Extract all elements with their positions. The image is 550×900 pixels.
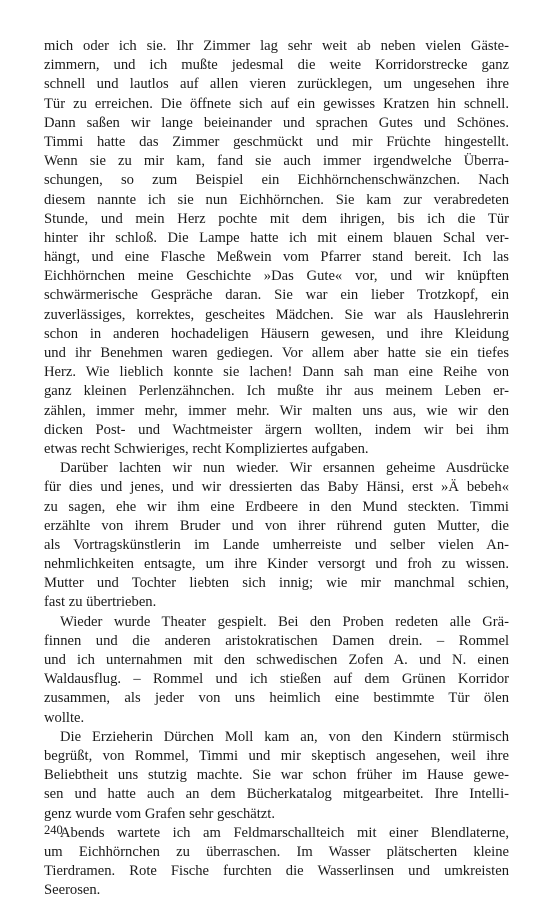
body-text — [44, 37, 509, 900]
text-line: schwärmerische Gespräche daran. Sie war ein lieber Trotzkopf, ein — [44, 287, 509, 304]
text-line: Seerosen. — [44, 882, 101, 899]
text-line: ganz kleinen Perlenzähnchen. Ich mußte ihr aus meinem Leben er- — [44, 383, 509, 400]
text-line: Waldausflug. – Rommel und ich stießen auf dem Grünen Korridor — [44, 671, 509, 688]
text-line: Abends wartete ich am Feldmarschallteich mit einer Blendlaterne, — [60, 824, 509, 841]
text-line: finnen und die anderen aristokratischen Damen drein. – Rommel — [44, 632, 509, 649]
text-line: mich oder ich sie. Ihr Zimmer lag sehr weit ab neben vielen Gäste- — [44, 38, 509, 54]
text-line: nehmlichkeiten entsagte, um ihre Kinder versorgt und froh zu wissen. — [44, 556, 509, 573]
paragraph — [44, 459, 509, 613]
paragraph — [44, 728, 509, 824]
text-line: Darüber lachten wir nun wieder. Wir ersannen geheime Ausdrücke — [60, 460, 509, 477]
text-line: schnell und lautlos auf allen vieren zurücklegen, um ungesehen ihre — [44, 76, 509, 93]
text-line: zuverlässiges, korrektes, gescheites Mädchen. Sie war als Hauslehrerin — [44, 306, 509, 323]
paragraph — [44, 37, 509, 459]
text-line: erzählte von ihrem Bruder und von ihrer rührend guten Mutter, die — [44, 517, 509, 534]
text-line: sen und hatte auch an dem Bücherkatalog mitgearbeitet. Ihre Intelli- — [44, 786, 509, 803]
text-line: und ich unternahmen mit den schwedischen Zofen A. und N. einen — [44, 652, 509, 668]
text-line: diesem nannte ich sie nun Eichhörnchen. Sie kam zur verabredeten — [44, 191, 509, 208]
text-line: zimmern, und ich mußte jedesmal die weite Korridorstrecke ganz — [44, 57, 509, 74]
text-line: begrüßt, von Rommel, Timmi und mir skeptisch angesehen, weil ihre — [44, 747, 509, 764]
text-line: Stunde, und mein Herz pochte mit dem ihrigen, bis ich die Tür — [44, 210, 509, 227]
text-line: schungen, so zum Beispiel ein Eichhörnchenschwänzchen. Nach — [44, 172, 509, 189]
text-line: Mutter und Tochter liebten sich innig; wie mir manchmal schien, — [44, 575, 509, 592]
page-number: 240 — [44, 823, 63, 837]
paragraph — [44, 824, 509, 900]
text-line: Timmi hatte das Zimmer geschmückt und mir Früchte hingestellt. — [44, 133, 509, 150]
text-line: hängt, und eine Flasche Meßwein vom Pfarrer stand bereit. Ich las — [44, 249, 509, 266]
text-line: dicken Post- und Wachtmeister ärgern wollten, indem wir bei ihm — [44, 421, 509, 438]
text-line: Tierdramen. Rote Fische furchten die Wasserlinsen und umkreisten — [44, 863, 509, 880]
text-line: um Eichhörnchen zu überraschen. Im Wasser plätscherten kleine — [44, 843, 509, 860]
text-line: zählen, immer mehr, immer mehr. Wir malten uns aus, wie wir den — [44, 402, 509, 419]
text-line: etwas recht Schwieriges, recht Kompliziertes aufgaben. — [44, 440, 369, 457]
text-line: Beliebtheit uns stutzig machte. Sie war schon früher im Hause gewe- — [44, 767, 509, 784]
text-line: zu sagen, ehe wir ihm eine Erdbeere in den Mund steckten. Timmi — [44, 498, 509, 515]
text-line: hinter ihr schloß. Die Lampe hatte ich mit einem blauen Schal ver- — [44, 229, 509, 246]
text-line: Herz. Wie lieblich konnte sie lachen! Dann sah man eine Reihe von — [44, 364, 509, 381]
text-line: für dies und jenes, und wir dressierten das Baby Hänsi, erst »Ä bebeh« — [44, 479, 509, 496]
text-line: Wieder wurde Theater gespielt. Bei den Proben redeten alle Grä- — [60, 613, 509, 630]
text-line: wollte. — [44, 709, 85, 726]
text-line: Wenn sie zu mir kam, fand sie auch immer irgendwelche Überra- — [44, 153, 509, 170]
text-line: Dann saßen wir lange beieinander und sprachen Gutes und Schönes. — [44, 114, 509, 131]
text-line: Die Erzieherin Dürchen Moll kam an, von den Kindern stürmisch — [60, 728, 509, 745]
text-line: Eichhörnchen meine Geschichte »Das Gute« vor, und wir knüpften — [44, 268, 509, 285]
text-line: schon in anderen hochadeligen Häusern gewesen, und ihre Kleidung — [44, 325, 509, 342]
text-line: Tür zu erreichen. Die öffnete sich auf ein gewisses Kratzen hin schnell. — [44, 95, 509, 112]
paragraph — [44, 613, 509, 728]
text-line: fast zu übertrieben. — [44, 594, 157, 611]
text-line: genz wurde vom Grafen sehr geschätzt. — [44, 805, 275, 822]
text-line: zusammen, als jeder von uns heimlich eine bestimmte Tür ölen — [44, 690, 509, 707]
text-line: und ihr Benehmen waren gediegen. Vor allem aber hatte sie ein tiefes — [44, 345, 509, 361]
text-line: als Vortragskünstlerin im Lande umherreiste und selber vielen An- — [44, 536, 509, 553]
